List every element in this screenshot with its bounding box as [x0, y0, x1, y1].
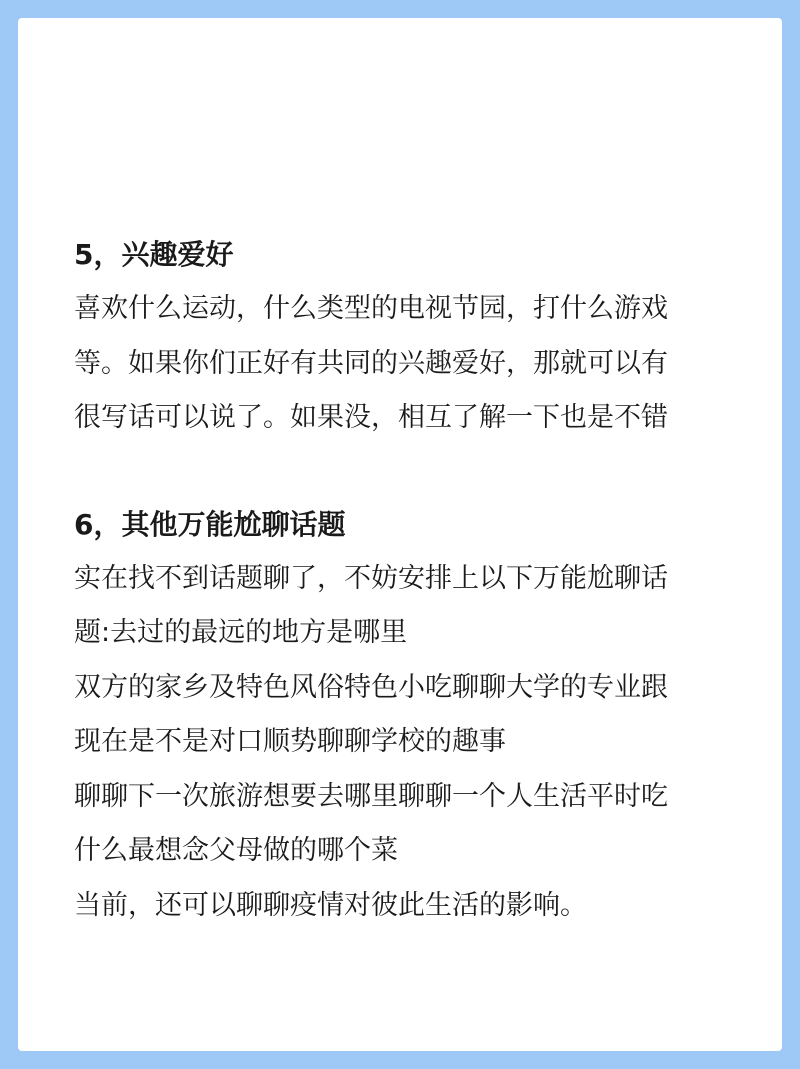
section-body [74, 552, 734, 934]
section-title: 6，其他万能尬聊话题 [74, 507, 346, 541]
text-line: 当前，还可以聊聊疫情对彼此生活的影响。 [74, 889, 587, 921]
text-line: 现在是不是对口顺势聊聊学校的趣事 [74, 726, 506, 757]
text-line: 双方的家乡及特色风俗特色小吃聊聊大学的专业跟 [74, 671, 668, 703]
section-hobbies [74, 228, 734, 446]
text-line: 题:去过的最远的地方是哪里 [74, 617, 408, 648]
section-other-topics [74, 498, 734, 934]
section-title: 5，兴趣爱好 [74, 238, 234, 271]
text-line: 等。如果你们正好有共同的兴趣爱好，那就可以有 [74, 347, 668, 379]
section-spacer [74, 446, 734, 498]
content-card [18, 18, 782, 1051]
text-line: 很写话可以说了。如果没，相互了解一下也是不错 [74, 402, 668, 433]
text-line: 喜欢什么运动，什么类型的电视节园，打什么游戏 [74, 293, 668, 324]
article-content [74, 228, 734, 933]
text-line: 实在找不到话题聊了，不妨安排上以下万能尬聊话 [74, 562, 668, 594]
text-line: 聊聊下一次旅游想要去哪里聊聊一个人生活平时吃 [74, 780, 668, 812]
section-body [74, 282, 734, 446]
text-line: 什么最想念父母做的哪个菜 [74, 835, 398, 866]
